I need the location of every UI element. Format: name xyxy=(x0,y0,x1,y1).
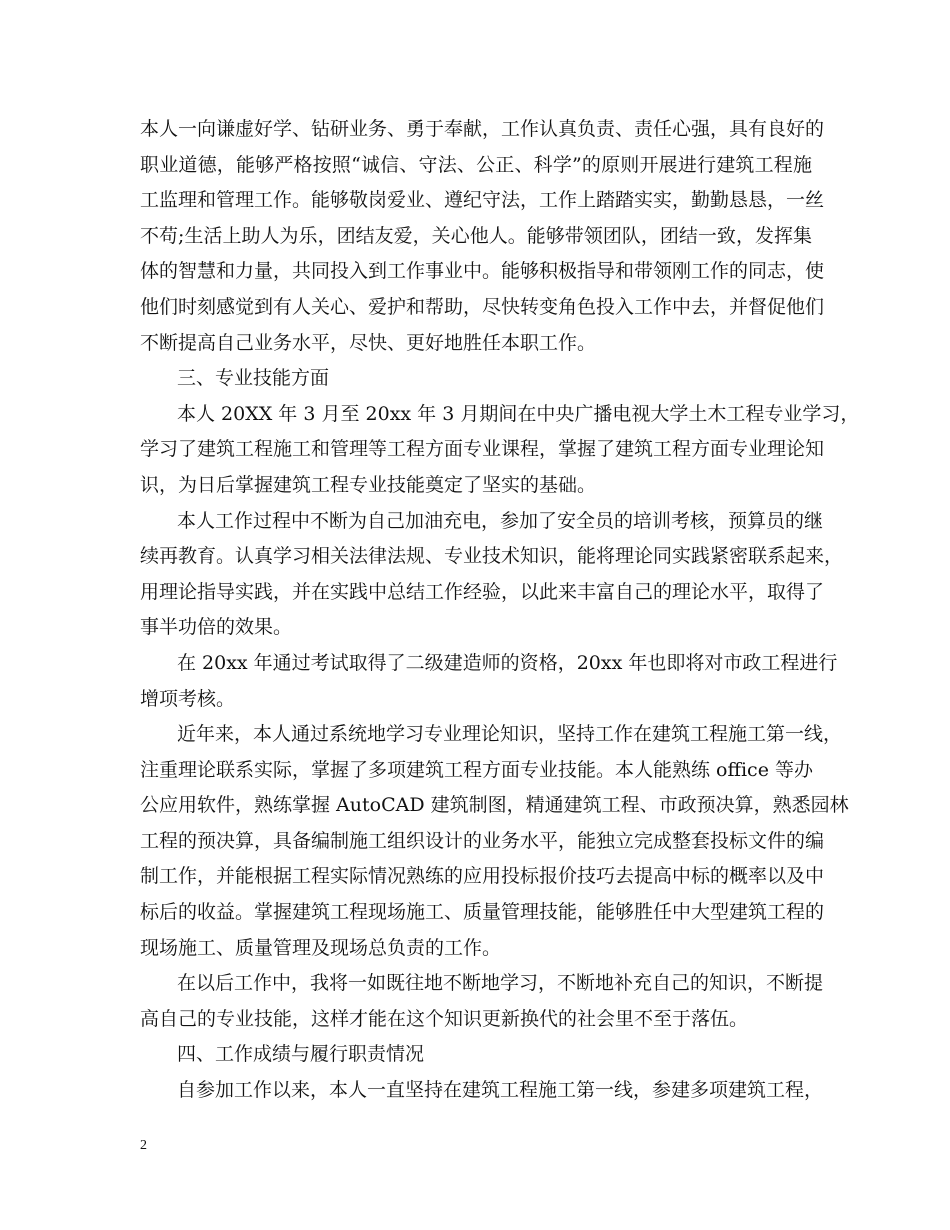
text-line: 事半功倍的效果。 xyxy=(140,616,293,639)
text-line: 增项考核。 xyxy=(140,687,236,710)
text-line: 高自己的专业技能，这样才能在这个知识更新换代的社会里不至于落伍。 xyxy=(140,1007,749,1030)
text-line: 公应用软件，熟练掌握 AutoCAD 建筑制图，精通建筑工程、市政预决算，熟悉园林 xyxy=(140,794,849,817)
text-line: 续再教育。认真学习相关法律法规、专业技术知识，能将理论同实践紧密联系起来， xyxy=(140,545,844,568)
text-line: 标后的收益。掌握建筑工程现场施工、质量管理技能，能够胜任中大型建筑工程的 xyxy=(140,901,825,924)
document-body xyxy=(140,112,860,1109)
text-line: 体的智慧和力量，共同投入到工作事业中。能够积极指导和带领刚工作的同志，使 xyxy=(140,260,825,283)
text-line: 三、专业技能方面 xyxy=(177,367,330,390)
text-line: 工程的预决算，具备编制施工组织设计的业务水平，能独立完成整套投标文件的编 xyxy=(140,829,825,852)
text-line: 不断提高自己业务水平，尽快、更好地胜任本职工作。 xyxy=(140,331,597,354)
text-line: 职业道德，能够严格按照“诚信、守法、公正、科学”的原则开展进行建筑工程施 xyxy=(140,153,812,176)
text-line: 本人工作过程中不断为自己加油充电，参加了安全员的培训考核，预算员的继 xyxy=(177,509,824,532)
text-line: 制工作，并能根据工程实际情况熟练的应用投标报价技巧去提高中标的概率以及中 xyxy=(140,865,825,888)
text-line: 近年来，本人通过系统地学习专业理论知识，坚持工作在建筑工程施工第一线， xyxy=(177,723,843,746)
text-line: 本人 20XX 年 3 月至 20xx 年 3 月期间在中央广播电视大学土木工程专业学习， xyxy=(177,402,860,425)
text-line: 在 20xx 年通过考试取得了二级建造师的资格，20xx 年也即将对市政工程进行 xyxy=(177,651,838,674)
text-line: 工监理和管理工作。能够敬岗爱业、遵纪守法，工作上踏踏实实，勤勤恳恳，一丝 xyxy=(140,189,825,212)
text-line: 识，为日后掌握建筑工程专业技能奠定了坚实的基础。 xyxy=(140,473,597,496)
text-line: 现场施工、质量管理及现场总负责的工作。 xyxy=(140,936,502,959)
page-number: 2 xyxy=(140,1138,147,1153)
text-line: 学习了建筑工程施工和管理等工程方面专业课程，掌握了建筑工程方面专业理论知 xyxy=(140,438,825,461)
text-line: 用理论指导实践，并在实践中总结工作经验，以此来丰富自己的理论水平，取得了 xyxy=(140,580,825,603)
text-line: 不苟;生活上助人为乐，团结友爱，关心他人。能够带领团队，团结一致，发挥集 xyxy=(140,224,812,247)
text-line: 他们时刻感觉到有人关心、爱护和帮助，尽快转变角色投入工作中去，并督促他们 xyxy=(140,295,825,318)
text-line: 四、工作成绩与履行职责情况 xyxy=(177,1043,425,1066)
text-line: 注重理论联系实际，掌握了多项建筑工程方面专业技能。本人能熟练 office 等办 xyxy=(140,758,813,781)
text-line: 自参加工作以来，本人一直坚持在建筑工程施工第一线，参建多项建筑工程， xyxy=(177,1079,824,1102)
text-line: 在以后工作中，我将一如既往地不断地学习，不断地补充自己的知识，不断提 xyxy=(177,972,824,995)
text-line: 本人一向谦虚好学、钻研业务、勇于奉献，工作认真负责、责任心强，具有良好的 xyxy=(140,118,825,140)
